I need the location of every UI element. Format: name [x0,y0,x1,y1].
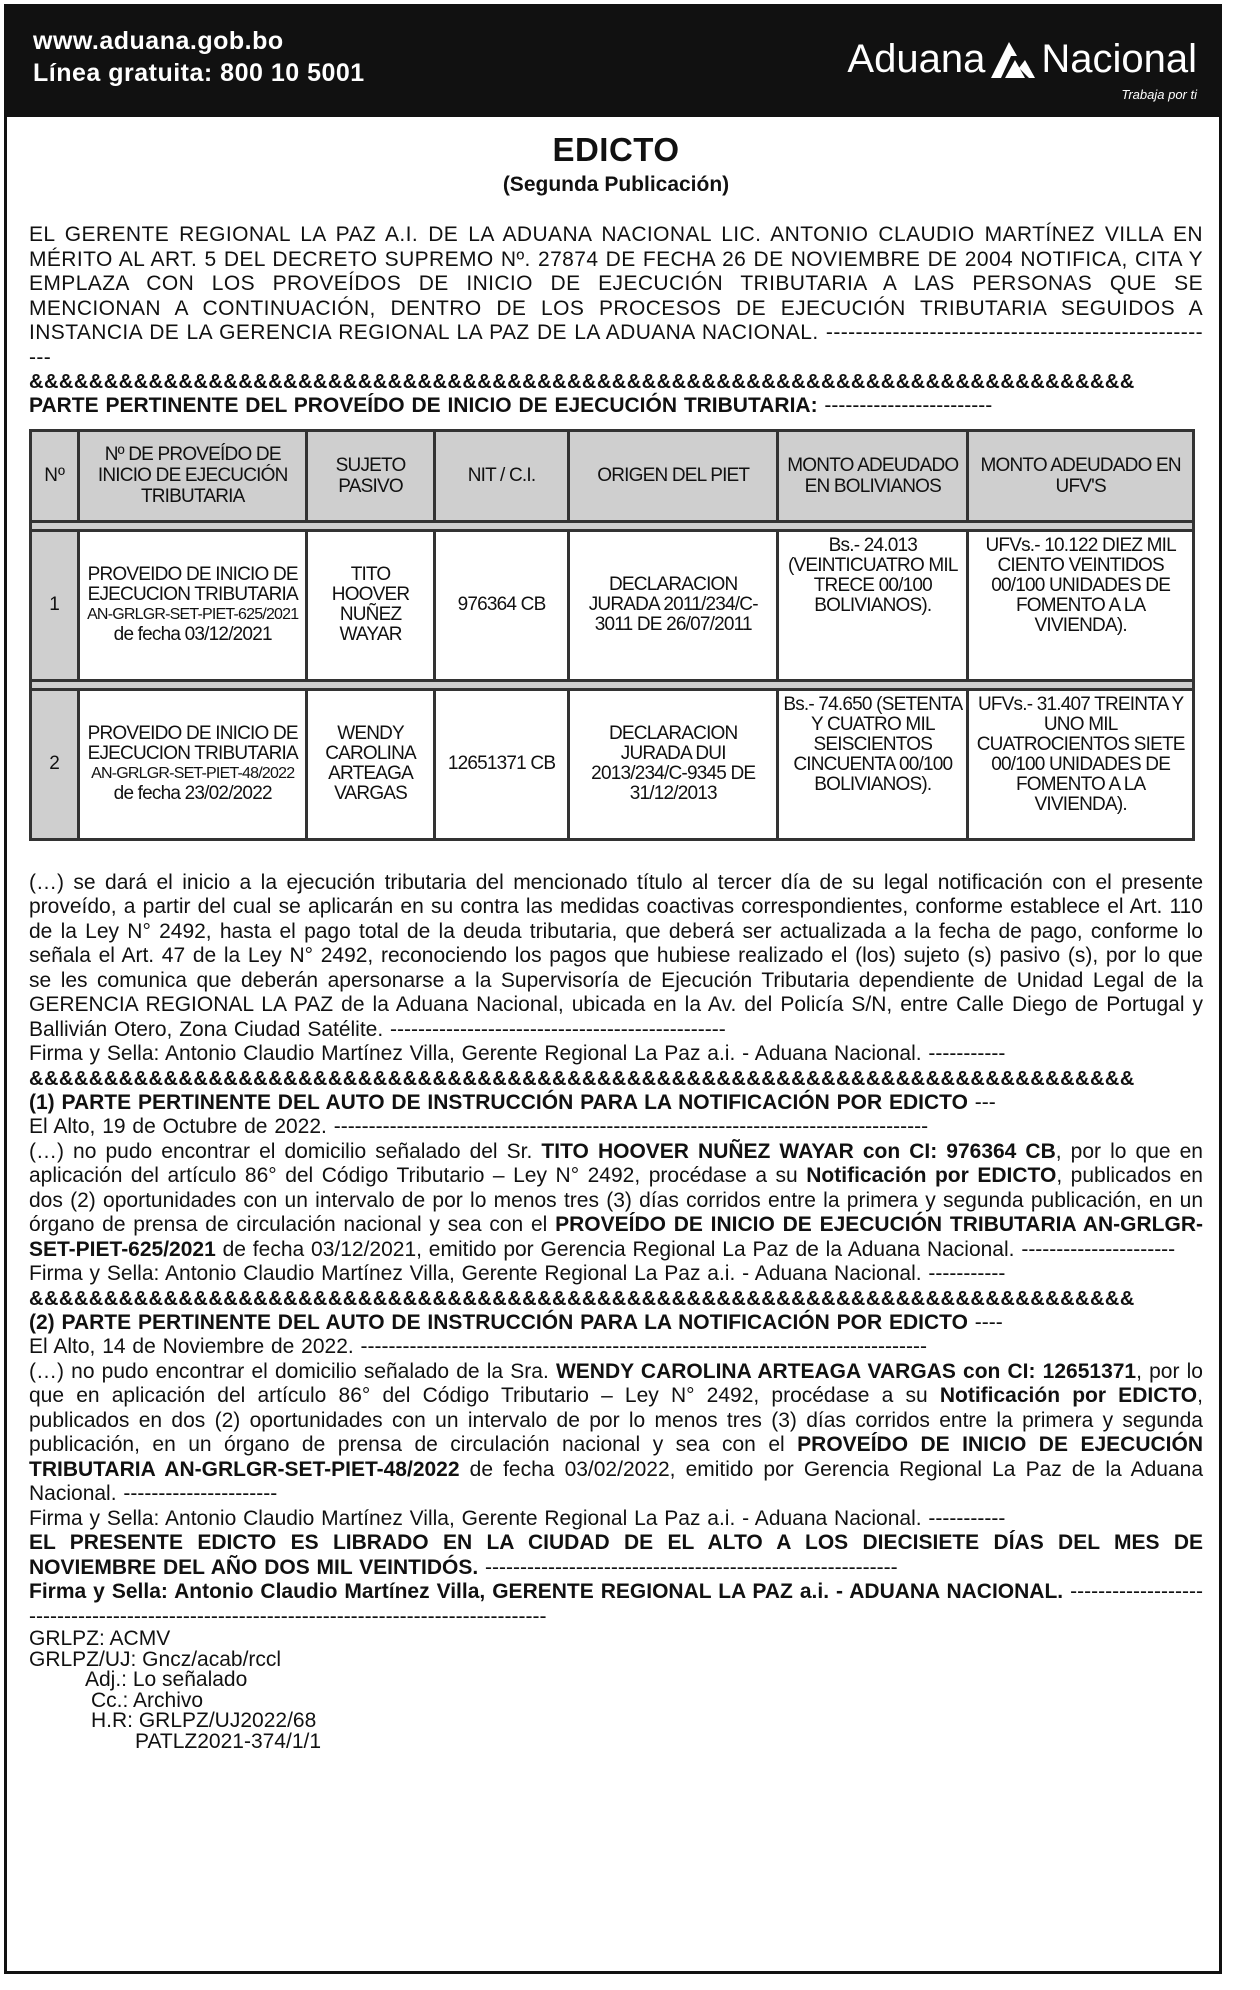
row-nit: 976364 CB [434,530,568,680]
closing-text: EL PRESENTE EDICTO ES LIBRADO EN LA CIUDAD DE EL ALTO A LOS DIECISIETE DÍAS DEL MES DE NOVIEMBRE DEL AÑO DOS MIL VEINTIDÓS. [29,1531,1203,1579]
row-sujeto: TITO HOOVER NUÑEZ WAYAR [307,530,435,680]
row-monto-bs: Bs.- 74.650 (SETENTA Y CUATRO MIL SEISCIENTOS CINCUENTA 00/100 BOLIVIANOS). [778,689,968,839]
col-header-origen: ORIGEN DEL PIET [569,430,778,521]
table-row [31,689,1194,839]
ref-line: PATLZ2021-374/1/1 [135,1729,322,1753]
s1-text-g: de fecha 03/12/2021, emitido por Gerencia Regional La Paz de la Aduana Nacional. ---------------------- [215,1237,1176,1261]
proveido-label: PROVEIDO DE INICIO DE EJECUCION TRIBUTARIA [87,564,298,605]
row-origen: DECLARACION JURADA DUI 2013/234/C-9345 DE 31/12/2013 [569,689,778,839]
row-num: 1 [31,530,79,680]
proveido-code: AN-GRLGR-SET-PIET-625/2021 [87,606,299,623]
section-pertinent-dashes: ------------------------ [817,394,993,417]
s1-text-d: Notificación por EDICTO [806,1164,1057,1187]
mountain-logo-icon [991,42,1035,78]
col-header-monto-bs: MONTO ADEUDADO EN BOLIVIANOS [778,430,968,521]
section-pertinent-title: PARTE PERTINENTE DEL PROVEÍDO DE INICIO DE EJECUCIÓN TRIBUTARIA: [29,394,818,417]
section-2-title-dashes: ---- [967,1310,1003,1334]
closing-paragraph [29,1531,1203,1580]
row-num: 2 [31,689,79,839]
row-proveido [79,689,307,839]
col-header-proveido: Nº DE PROVEÍDO DE INICIO DE EJECUCIÓN TRIBUTARIA [79,430,307,521]
proveido-code: AN-GRLGR-SET-PIET-48/2022 [91,765,295,782]
s2-text-d: Notificación por EDICTO [939,1384,1198,1407]
row-origen: DECLARACION JURADA 2011/234/C-3011 DE 26/07/2011 [569,530,778,680]
row-monto-ufv: UFVs.- 10.122 DIEZ MIL CIENTO VEINTIDOS 00/100 UNIDADES DE FOMENTO A LA VIVIENDA). [968,530,1194,680]
ref-line: GRLPZ/UJ: Gncz/acab/rccl [29,1647,282,1671]
s2-text-a: (…) no pudo encontrar el domicilio señalado de la Sra. [29,1359,556,1383]
col-header-nit: NIT / C.I. [434,430,568,521]
signature-line-2: Firma y Sella: Antonio Claudio Martínez Villa, Gerente Regional La Paz a.i. - Aduana Nacional. ----------- [29,1262,1006,1285]
table-row [31,530,1194,680]
ampersand-separator: &&&&&&&&&&&&&&&&&&&&&&&&&&&&&&&&&&&&&&&&&&&&&&&&&&&&&&&&&&&&&&&&&&&&&&&&&& [29,1287,1135,1310]
proveido-date: de fecha 23/02/2022 [113,783,272,804]
col-header-monto-ufv: MONTO ADEUDADO EN UFV'S [968,430,1194,521]
table-header-row [31,430,1194,521]
s1-text-a: (…) no pudo encontrar el domicilio señalado del Sr. [29,1139,542,1163]
logo-word-aduana: Aduana [847,37,986,81]
s2-text-f: PROVEÍDO DE INICIO DE EJECUCIÓN TRIBUTARIA AN-GRLGR-SET-PIET-48/2022 [29,1433,1203,1481]
final-signature-text: Firma y Sella: Antonio Claudio Martínez Villa, GERENTE REGIONAL LA PAZ a.i. - ADUANA NACIONAL. [29,1580,1064,1603]
col-header-num: Nº [31,430,79,521]
ampersand-separator: &&&&&&&&&&&&&&&&&&&&&&&&&&&&&&&&&&&&&&&&&&&&&&&&&&&&&&&&&&&&&&&&&&&&&&&&&& [29,371,1135,393]
section-1-title-dashes: --- [967,1090,996,1114]
section-1-paragraph [29,1140,1203,1263]
s2-text-c: , por lo que en aplicación del artículo 86° del Código Tributario – Ley N° 2492, procédase a su [29,1359,1203,1407]
closing-dashes: ----------------------------------------------------------- [478,1555,898,1579]
edict-frame [4,4,1222,1974]
piet-table [29,429,1195,841]
ref-line: Adj.: Lo señalado [85,1668,248,1691]
signature-line-3: Firma y Sella: Antonio Claudio Martínez Villa, Gerente Regional La Paz a.i. - Aduana Nacional. ----------- [29,1506,1006,1530]
edict-title: EDICTO [552,131,680,168]
edict-subtitle: (Segunda Publicación) [502,173,730,196]
s1-text-c: , por lo que en aplicación del artículo 86° del Código Tributario – Ley N° 2492, procédase a su [29,1139,1203,1187]
intro-paragraph: EL GERENTE REGIONAL LA PAZ A.I. DE LA ADUANA NACIONAL LIC. ANTONIO CLAUDIO MARTÍNEZ VILLA EN MÉRITO AL ART. 5 DEL DECRETO SUPREMO Nº. 27874 DE FECHA 26 DE NOVIEMBRE DE 2004 NOTIFICA, CITA Y EMPLAZA CON LOS PROVEÍDOS DE INICIO DE EJECUCIÓN TRIBUTARIA A LAS PERSONAS QUE SE MENCIONAN A CONTINUACIÓN, DENTRO DE LOS PROCESOS DE EJECUCIÓN TRIBUTARIA SEGUIDOS A INSTANCIA DE LA GERENCIA REGIONAL LA PAZ DE LA ADUANA NACIONAL. ------------------------------------------------------ [29,223,1203,369]
proveido-label: PROVEIDO DE INICIO DE EJECUCION TRIBUTARIA [87,723,298,764]
s1-text-b: TITO HOOVER NUÑEZ WAYAR con CI: 976364 CB [541,1139,1056,1163]
edict-body [29,871,1203,1630]
final-signature-dashes: --------------------------------------------------------------------------------------------- [29,1580,1203,1628]
proveido-date: de fecha 03/12/2021 [113,624,272,645]
s2-text-e: , publicados en dos (2) oportunidades con un intervalo de por lo menos tres (3) días corridos entre la primera y segunda publicación, en un órgano de prensa de circulación nacional y sea con el [29,1384,1203,1456]
section-pertinent-heading [29,394,1203,419]
section-2-heading [29,1311,1203,1336]
logo-word-nacional: Nacional [1041,37,1197,81]
s2-text-b: WENDY CAROLINA ARTEAGA VARGAS con CI: 12651371 [555,1359,1137,1383]
signature-line-1: Firma y Sella: Antonio Claudio Martínez Villa, Gerente Regional La Paz a.i. - Aduana Nacional. ----------- [29,1042,1006,1065]
header-bar [7,7,1219,117]
s1-text-e: , publicados en dos (2) oportunidades con un intervalo de por lo menos tres (3) días corridos entre la primera y segunda publicación, en un órgano de prensa de circulación nacional y sea con el [29,1164,1203,1236]
row-sujeto: WENDY CAROLINA ARTEAGA VARGAS [307,689,435,839]
toll-free-line: Línea gratuita: 800 10 5001 [33,59,365,87]
section-1-title: (1) PARTE PERTINENTE DEL AUTO DE INSTRUCCIÓN PARA LA NOTIFICACIÓN POR EDICTO [29,1090,968,1114]
s2-text-g: de fecha 03/02/2022, emitido por Gerencia Regional La Paz de la Aduana Nacional. ---------------------- [29,1457,1203,1505]
section-1-heading [29,1091,1203,1116]
row-nit: 12651371 CB [434,689,568,839]
col-header-sujeto: SUJETO PASIVO [307,430,435,521]
logo-tagline: Trabaja por ti [1121,87,1197,102]
section-2-title: (2) PARTE PERTINENTE DEL AUTO DE INSTRUCCIÓN PARA LA NOTIFICACIÓN POR EDICTO [29,1310,968,1334]
section-1-date: El Alto, 19 de Octubre de 2022. ------------------------------------------------------------------------------------- [29,1115,929,1138]
section-2-date: El Alto, 14 de Noviembre de 2022. --------------------------------------------------------------------------------- [29,1335,927,1358]
final-signature [29,1580,1203,1629]
website-url[interactable]: www.aduana.gob.bo [33,27,284,55]
section-2-paragraph [29,1360,1203,1507]
ref-line: Cc.: Archivo [91,1688,204,1712]
reference-codes [29,1629,1203,1752]
edict-content [29,117,1203,1752]
ref-line: GRLPZ: ACMV [29,1627,171,1650]
ref-line: H.R: GRLPZ/UJ2022/68 [91,1709,317,1732]
aduana-logo [817,25,1197,105]
row-proveido [79,530,307,680]
body-paragraph-1: (…) se dará el inicio a la ejecución tributaria del mencionado título al tercer día de su legal notificación con el presente proveído, a partir del cual se aplicarán en su contra las medidas coactivas correspondientes, conforme establece el Art. 110 de la Ley N° 2492, hasta el pago total de la deuda tributaria, que deberá ser actualizada a la fecha de pago, conforme lo señala el Art. 47 de la Ley N° 2492, reconociendo los pagos que hubiese realizado el (los) sujeto (s) pasivo (s), por lo que se les comunica que deberán apersonarse a la Supervisoría de Ejecución Tributaria dependiente de Unidad Legal de la GERENCIA REGIONAL LA PAZ de la Aduana Nacional, ubicada en la Av. del Policía S/N, entre Calle Diego de Portugal y Ballivián Otero, Zona Ciudad Satélite. ------------------------------------------------ [29,870,1203,1041]
ampersand-separator: &&&&&&&&&&&&&&&&&&&&&&&&&&&&&&&&&&&&&&&&&&&&&&&&&&&&&&&&&&&&&&&&&&&&&&&&&& [29,1067,1135,1090]
row-monto-bs: Bs.- 24.013 (VEINTICUATRO MIL TRECE 00/100 BOLIVIANOS). [778,530,968,680]
s1-text-f: PROVEÍDO DE INICIO DE EJECUCIÓN TRIBUTARIA AN-GRLGR-SET-PIET-625/2021 [29,1213,1203,1261]
row-monto-ufv: UFVs.- 31.407 TREINTA Y UNO MIL CUATROCIENTOS SIETE 00/100 UNIDADES DE FOMENTO A LA VIVIENDA). [968,689,1194,839]
